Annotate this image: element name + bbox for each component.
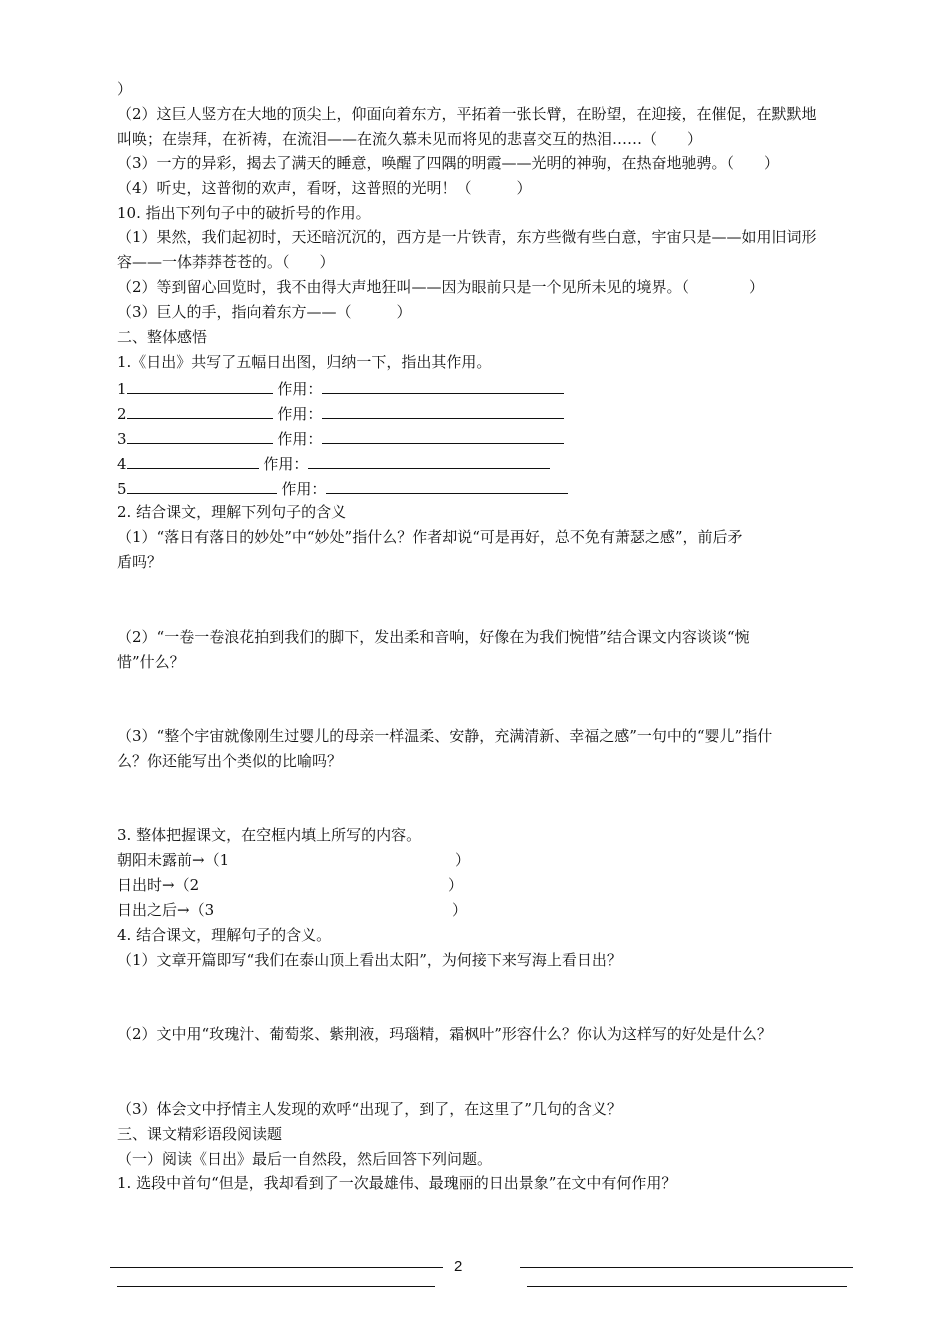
text-line: （一）阅读《日出》最后一自然段，然后回答下列问题。 (117, 1150, 493, 1168)
text-line: （2）这巨人竖方在大地的顶尖上，仰面向着东方，平拓着一张长臂，在盼望，在迎接，在催促，在默默地 (117, 105, 817, 123)
page-number: 2 (454, 1258, 463, 1275)
text-line: （1）“落日有落日的妙处”中“妙处”指什么？作者却说“可是再好，总不免有萧瑟之感”，前后矛 (117, 528, 743, 546)
question-heading: 1.《日出》共写了五幅日出图，归纳一下，指出其作用。 (117, 353, 492, 371)
text-line: （2）等到留心回览时，我不由得大声地狂叫——因为眼前只是一个见所未见的境界。（ ） (117, 278, 765, 296)
answer-row (117, 452, 550, 474)
text-line: （3）“整个宇宙就像刚生过婴儿的母亲一样温柔、安静，充满清新、幸福之感”一句中的“婴儿”指什 (117, 727, 773, 745)
text-line: 惜”什么？ (117, 653, 185, 671)
text-line: （1）文章开篇即写“我们在泰山顶上看出太阳”，为何接下来写海上看日出？ (117, 951, 622, 969)
answer-blank[interactable] (308, 452, 550, 469)
fill-box-label: 朝阳未露前→（1 (117, 851, 230, 869)
section-heading: 三、课文精彩语段阅读题 (117, 1125, 283, 1143)
question-heading: 2. 结合课文，理解下列句子的含义 (117, 503, 347, 521)
question-heading: 1. 选段中首句“但是，我却看到了一次最雄伟、最瑰丽的日出景象”在文中有何作用？ (117, 1174, 677, 1192)
answer-row-number: 1 (117, 380, 127, 398)
answer-row (117, 477, 568, 499)
answer-row (117, 427, 564, 449)
text-line: （4）听史，这普彻的欢声，看呀，这普照的光明！（ ） (117, 179, 532, 197)
fill-box-row (117, 875, 467, 895)
footer-rule (110, 1267, 443, 1268)
answer-row-number: 4 (117, 455, 127, 473)
answer-blank[interactable] (322, 377, 564, 394)
answer-row-number: 2 (117, 405, 127, 423)
text-line: （2）文中用“玫瑰汁、葡萄浆、紫荆液，玛瑙精，霜枫叶”形容什么？你认为这样写的好处是什么？ (117, 1025, 772, 1043)
fill-box-close: ） (448, 876, 464, 894)
answer-blank[interactable] (322, 402, 564, 419)
answer-row-label: 作用： (277, 380, 323, 398)
answer-row (117, 402, 564, 424)
text-line: （1）果然，我们起初时，天还暗沉沉的，西方是一片铁青，东方些微有些白意，宇宙只是——如用旧词形 (117, 228, 817, 246)
fill-box-close: ） (455, 851, 471, 869)
answer-row-number: 5 (117, 480, 127, 498)
fill-box-label: 日出之后→（3 (117, 901, 215, 919)
fill-box-close: ） (452, 901, 468, 919)
text-line: 叫唤；在崇拜，在祈祷，在流泪——在流久慕未见而将见的悲喜交互的热泪……（ ） (117, 130, 703, 148)
answer-blank[interactable] (127, 452, 259, 469)
text-line: （3）巨人的手，指向着东方——（ ） (117, 303, 412, 321)
answer-row-label: 作用： (281, 480, 327, 498)
text-line: （3）体会文中抒情主人发现的欢呼“出现了，到了，在这里了”几句的含义？ (117, 1100, 622, 1118)
fill-box-label: 日出时→（2 (117, 876, 200, 894)
answer-blank[interactable] (322, 427, 564, 444)
footer-rule (520, 1267, 853, 1268)
fill-box-row (117, 900, 467, 920)
text-line: （2）“一卷一卷浪花拍到我们的脚下，发出柔和音响，好像在为我们惋惜”结合课文内容谈谈“惋 (117, 628, 750, 646)
answer-row-label: 作用： (277, 430, 323, 448)
answer-row-number: 3 (117, 430, 127, 448)
answer-row (117, 377, 564, 399)
answer-row-label: 作用： (263, 455, 309, 473)
question-heading: 4. 结合课文，理解句子的含义。 (117, 926, 332, 944)
answer-blank[interactable] (127, 427, 273, 444)
answer-row-label: 作用： (277, 405, 323, 423)
text-line: 容——一体莽莽苍苍的。（ ） (117, 253, 335, 271)
text-line: ） (117, 80, 133, 98)
text-line: 么？你还能写出个类似的比喻吗？ (117, 752, 343, 770)
text-line: 盾吗？ (117, 553, 163, 571)
footer-rule (527, 1286, 847, 1287)
answer-blank[interactable] (127, 377, 273, 394)
answer-blank[interactable] (326, 477, 568, 494)
section-heading: 二、整体感悟 (117, 328, 208, 346)
fill-box-row (117, 850, 471, 870)
footer-rule (117, 1286, 435, 1287)
question-heading: 3. 整体把握课文，在空框内填上所写的内容。 (117, 826, 422, 844)
answer-blank[interactable] (127, 477, 277, 494)
text-line: （3）一方的异彩，揭去了满天的睡意，唤醒了四隅的明霞——光明的神驹，在热奋地驰骋。（ ） (117, 154, 780, 172)
answer-blank[interactable] (127, 402, 273, 419)
question-heading: 10. 指出下列句子中的破折号的作用。 (117, 204, 371, 222)
